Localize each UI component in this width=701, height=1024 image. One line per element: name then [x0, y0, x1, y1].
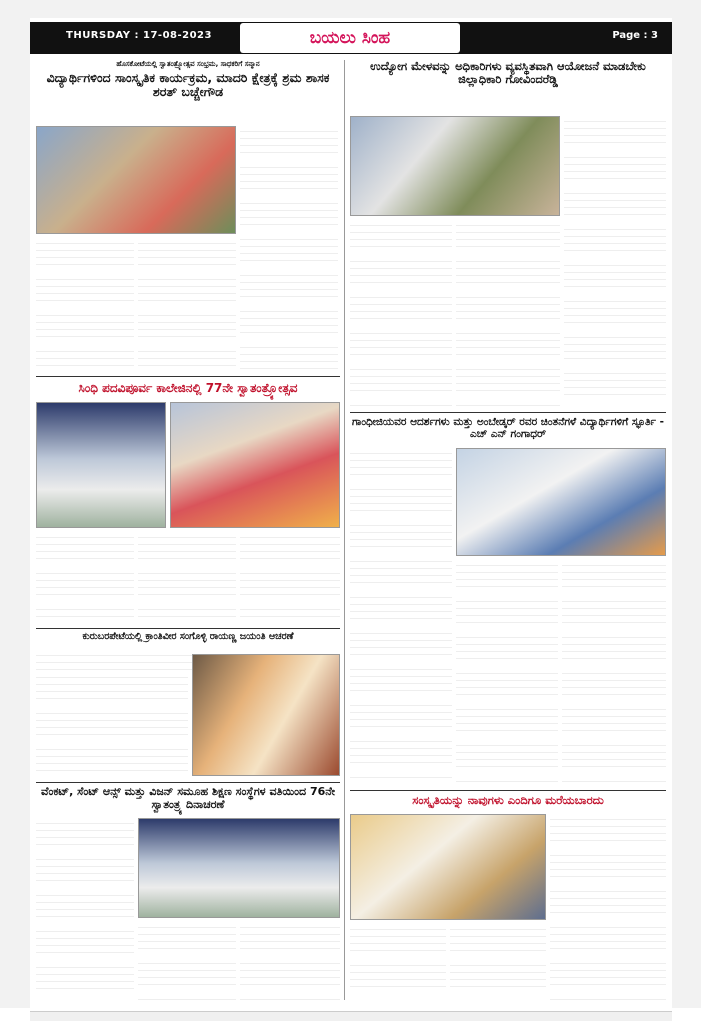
- article-job-fair: [350, 58, 666, 410]
- article-body: [240, 922, 340, 1002]
- article-body: [550, 814, 666, 1000]
- article-body: [350, 924, 446, 1000]
- article-culture: [350, 792, 666, 1004]
- article-headline: ವೆಂಕಟ್, ಸೆಂಟ್ ಆನ್ಸ್ ಮತ್ತು ವಿಜನ್ ಸಮೂಹ ಶಿಕ್ಷಣ ಸಂಸ್ಥೆಗಳ ವತಿಯಿಂದ 76ನೇ ಸ್ವಾತಂತ್ರ್ಯ ದಿನಾಚರಣೆ: [40, 785, 336, 811]
- article-headline: ವಿದ್ಯಾರ್ಥಿಗಳಿಂದ ಸಾಂಸ್ಕೃತಿಕ ಕಾರ್ಯಕ್ರಮ, ಮಾದರಿ ಕ್ಷೇತ್ರಕ್ಕೆ ಶ್ರಮ ಶಾಸಕ ಶರತ್ ಬಚ್ಚೇಗೌಡ: [46, 70, 330, 100]
- article-body: [36, 238, 134, 372]
- article-body: [562, 560, 666, 784]
- masthead: [30, 22, 672, 54]
- newspaper-logo: ಬಯಲು ಸಿಂಹ: [240, 23, 460, 53]
- article-photo: [170, 402, 340, 528]
- article-body: [456, 560, 558, 784]
- article-body: [36, 818, 134, 1002]
- article-body: [240, 126, 338, 372]
- article-photo: [456, 448, 666, 556]
- footer-bar: [30, 1011, 672, 1021]
- article-photo: [350, 814, 546, 920]
- section-divider: [36, 628, 340, 629]
- article-body: [138, 532, 236, 622]
- article-rayanna-jayanti: [36, 630, 340, 780]
- article-headline: ಉದ್ಯೋಗ ಮೇಳವನ್ನು ಅಧಿಕಾರಿಗಳು ವ್ಯವಸ್ಥಿತವಾಗಿ ಆಯೋಜನೆ ಮಾಡಬೇಕು ಜಿಲ್ಲಾಧಿಕಾರಿ ಗೋವಿಂದರೆಡ್ಡಿ: [370, 59, 646, 87]
- article-body: [350, 448, 452, 784]
- article-headline: ಸಿಂಧಿ ಪದವಿಪೂರ್ವ ಕಾಲೇಜಿನಲ್ಲಿ 77ನೇ ಸ್ವಾತಂತ್ರ್ಯೋತ್ಸವ: [78, 381, 298, 395]
- article-headline: ಕುರುಬರಪೇಟೆಯಲ್ಲಿ ಕ್ರಾಂತಿವೀರ ಸಂಗೊಳ್ಳಿ ರಾಯಣ್ಣ ಜಯಂತಿ ಆಚರಣೆ: [82, 631, 294, 642]
- article-headline: ಗಾಂಧೀಜಿಯವರ ಆದರ್ಶಗಳು ಮತ್ತು ಅಂಬೇಡ್ಕರ್ ರವರ ಚಿಂತನೆಗಳೆ ವಿದ್ಯಾರ್ಥಿಗಳಿಗೆ ಸ್ಫೂರ್ತಿ - ಎಚ್ ಎನ್ ಗಂಗಾಧರ್: [352, 416, 664, 441]
- article-body: [138, 922, 236, 1002]
- section-divider: [36, 782, 340, 783]
- article-sindhi-college: [36, 380, 340, 626]
- article-photo: [192, 654, 340, 776]
- article-independence-day-hoskote: [36, 58, 340, 376]
- article-photo: [138, 818, 340, 918]
- article-body: [36, 532, 134, 622]
- section-divider: [36, 376, 340, 377]
- article-venkat-schools: [36, 784, 340, 1004]
- article-body: [36, 672, 188, 776]
- article-body: [350, 220, 452, 406]
- article-headline: ಸಂಸ್ಕೃತಿಯನ್ನು ನಾವುಗಳು ಎಂದಿಗೂ ಮರೆಯಬಾರದು: [412, 793, 604, 807]
- issue-date: THURSDAY : 17-08-2023: [66, 30, 212, 41]
- article-photo: [350, 116, 560, 216]
- article-body: [240, 532, 340, 622]
- section-divider: [350, 790, 666, 791]
- article-body: [450, 924, 546, 1000]
- article-photo: [36, 402, 166, 528]
- article-body: [456, 220, 560, 406]
- page-footer: [0, 1008, 701, 1024]
- article-body: [138, 238, 236, 372]
- article-gandhi-ambedkar: [350, 414, 666, 788]
- newspaper-page: [30, 18, 672, 1008]
- page-number: Page : 3: [612, 30, 658, 41]
- article-body: [564, 116, 666, 406]
- column-divider: [344, 60, 345, 1000]
- article-photo: [36, 126, 236, 234]
- article-kicker: ಹೊಸಕೋಟೆಯಲ್ಲಿ ಸ್ವಾತಂತ್ರ್ಯೋತ್ಸವ ಸಂಭ್ರಮ, ಸಾಧಕರಿಗೆ ಸನ್ಮಾನ: [116, 60, 260, 68]
- section-divider: [350, 412, 666, 413]
